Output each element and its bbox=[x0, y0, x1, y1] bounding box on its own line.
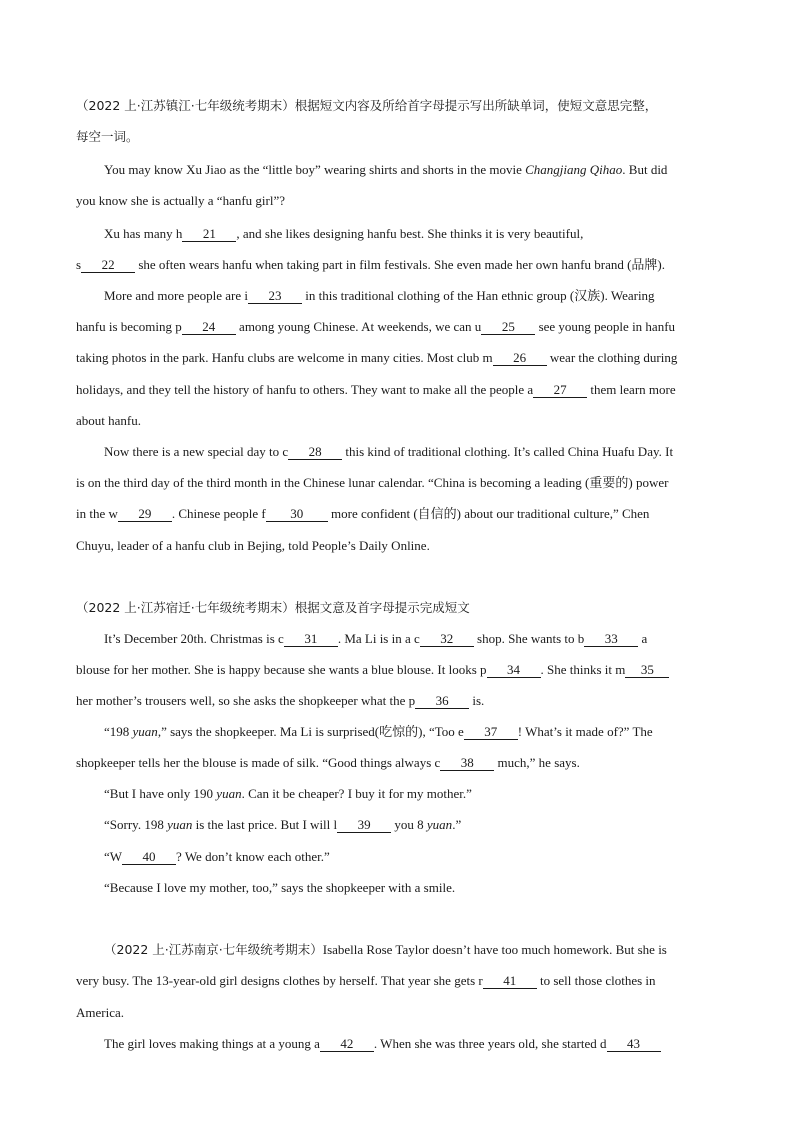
paragraph-line: blouse for her mother. She is happy because she wants a blue blouse. It looks p 34 . She thinks it m 35 bbox=[76, 661, 669, 679]
blank-29[interactable]: 29 bbox=[118, 506, 172, 522]
paragraph-line: America. bbox=[76, 1005, 125, 1020]
paragraph-line: You may know Xu Jiao as the “little boy” wearing shirts and shorts in the movie Changjiang Qihao. But did bbox=[104, 162, 668, 177]
blank-31[interactable]: 31 bbox=[284, 631, 338, 647]
blank-28[interactable]: 28 bbox=[288, 444, 342, 460]
section2-header: （2022 上·江苏宿迁·七年级统考期末）根据文意及首字母提示完成短文 bbox=[76, 600, 470, 615]
blank-22[interactable]: 22 bbox=[81, 257, 135, 273]
paragraph-line: Xu has many h 21 , and she likes designing hanfu best. She thinks it is very beautiful, bbox=[104, 226, 584, 241]
paragraph-line: “Because I love my mother, too,” says the shopkeeper with a smile. bbox=[104, 880, 456, 895]
paragraph-line: very busy. The 13-year-old girl designs clothes by herself. That year she gets r 41 to sell those clothes in bbox=[76, 973, 656, 988]
paragraph-line: you know she is actually a “hanfu girl”? bbox=[76, 193, 286, 208]
paragraph-line: More and more people are i 23 in this traditional clothing of the Han ethnic group (汉族). Wearing bbox=[104, 288, 655, 303]
yuan-text: yuan bbox=[426, 817, 453, 832]
blank-25[interactable]: 25 bbox=[481, 319, 535, 335]
paragraph-line: is on the third day of the third month in the Chinese lunar calendar. “China is becoming a leading (重要的) power bbox=[76, 475, 669, 490]
blank-34[interactable]: 34 bbox=[487, 662, 541, 678]
blank-42[interactable]: 42 bbox=[320, 1036, 374, 1052]
blank-26[interactable]: 26 bbox=[493, 350, 547, 366]
blank-35[interactable]: 35 bbox=[625, 662, 669, 678]
paragraph-line: “W 40 ? We don’t know each other.” bbox=[104, 849, 330, 864]
blank-40[interactable]: 40 bbox=[122, 849, 176, 865]
paragraph-line: taking photos in the park. Hanfu clubs are welcome in many cities. Most club m 26 wear the clothing during bbox=[76, 350, 678, 365]
paragraph-line: “198 yuan,” says the shopkeeper. Ma Li is surprised(吃惊的), “Too e 37 ! What’s it made of?” The bbox=[104, 724, 653, 739]
yuan-text: yuan bbox=[132, 724, 158, 739]
yuan-text: yuan bbox=[167, 817, 193, 832]
paragraph-line: The girl loves making things at a young a 42 . When she was three years old, she started d 43 bbox=[104, 1035, 661, 1053]
movie-title: Changjiang Qihao bbox=[525, 162, 623, 177]
paragraph-line: “Sorry. 198 yuan is the last price. But I will l 39 you 8 yuan.” bbox=[104, 817, 462, 832]
blank-24[interactable]: 24 bbox=[182, 319, 236, 335]
paragraph-line: in the w 29 . Chinese people f 30 more confident (自信的) about our traditional culture,” Chen bbox=[76, 506, 650, 521]
blank-23[interactable]: 23 bbox=[248, 288, 302, 304]
blank-38[interactable]: 38 bbox=[440, 755, 494, 771]
blank-21[interactable]: 21 bbox=[182, 226, 236, 242]
paragraph-line: “But I have only 190 yuan. Can it be cheaper? I buy it for my mother.” bbox=[104, 786, 472, 801]
blank-33[interactable]: 33 bbox=[584, 631, 638, 647]
paragraph-line: shopkeeper tells her the blouse is made of silk. “Good things always c 38 much,” he says. bbox=[76, 755, 580, 770]
paragraph-line: hanfu is becoming p 24 among young Chinese. At weekends, we can u 25 see young people in hanfu bbox=[76, 319, 676, 334]
paragraph-line: s 22 she often wears hanfu when taking part in film festivals. She even made her own hanfu brand (品牌). bbox=[76, 257, 666, 272]
blank-30[interactable]: 30 bbox=[266, 506, 328, 522]
blank-43[interactable]: 43 bbox=[607, 1036, 661, 1052]
section1-header-line2: 每空一词。 bbox=[76, 129, 139, 144]
yuan-text: yuan bbox=[216, 786, 242, 801]
blank-41[interactable]: 41 bbox=[483, 973, 537, 989]
blank-32[interactable]: 32 bbox=[420, 631, 474, 647]
blank-27[interactable]: 27 bbox=[533, 382, 587, 398]
paragraph-line: Chuyu, leader of a hanfu club in Bejing, told People’s Daily Online. bbox=[76, 538, 430, 553]
blank-36[interactable]: 36 bbox=[415, 693, 469, 709]
blank-39[interactable]: 39 bbox=[337, 817, 391, 833]
section1-header-line1 bbox=[76, 97, 657, 115]
section1-header: （2022 上·江苏镇江·七年级统考期末）根据短文内容及所给首字母提示写出所缺单词，使短文意思完整， bbox=[76, 98, 658, 113]
paragraph-line: Now there is a new special day to c 28 this kind of traditional clothing. It’s called China Huafu Day. It bbox=[104, 444, 674, 459]
paragraph-line: It’s December 20th. Christmas is c 31 . Ma Li is in a c 32 shop. She wants to b 33 a bbox=[104, 631, 648, 646]
paragraph-line: holidays, and they tell the history of hanfu to others. They want to make all the people a 27 them learn more bbox=[76, 382, 676, 397]
section3-header: （2022 上·江苏南京·七年级统考期末）Isabella Rose Taylor doesn’t have too much homework. But she is bbox=[104, 942, 667, 957]
paragraph-line: her mother’s trousers well, so she asks the shopkeeper what the p 36 is. bbox=[76, 693, 485, 708]
blank-37[interactable]: 37 bbox=[464, 724, 518, 740]
paragraph-line: about hanfu. bbox=[76, 413, 141, 428]
